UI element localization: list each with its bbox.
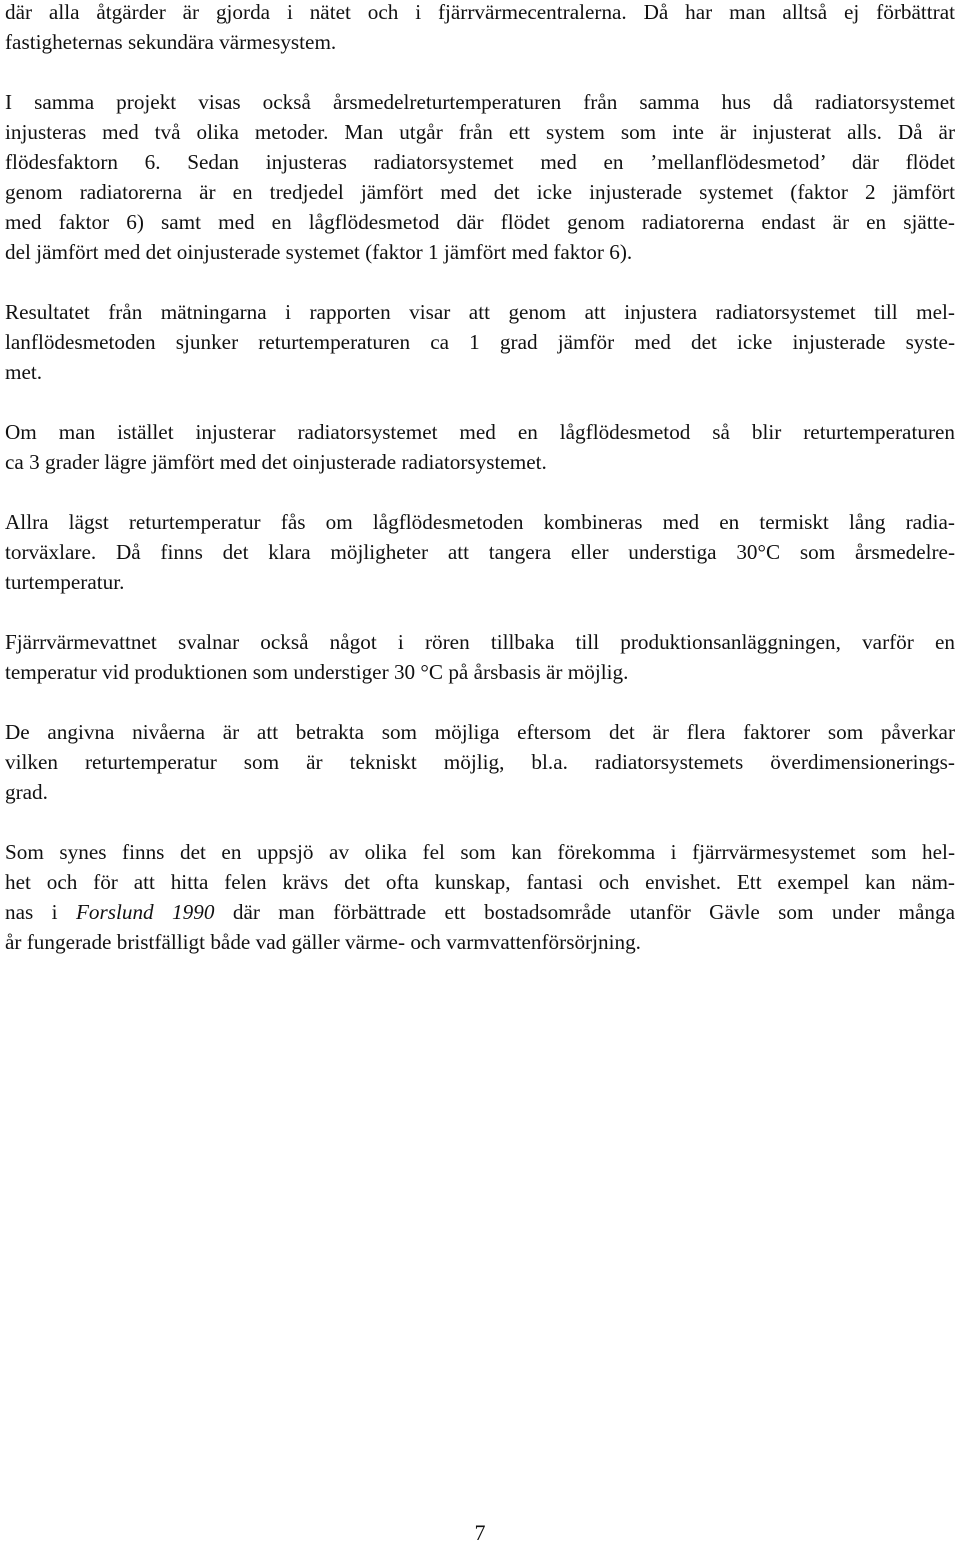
text-line: het och för att hitta felen krävs det ofta kunskap, fantasi och envishet. Ett exempel kan näm- bbox=[5, 870, 955, 894]
text-line: år fungerade bristfälligt både vad gäller värme- och varmvattenförsörjning. bbox=[5, 930, 641, 954]
text-line: del jämfört med det oinjusterade systemet (faktor 1 jämfört med faktor 6). bbox=[5, 240, 633, 264]
text-line: genom radiatorerna är en tredjedel jämfört med det icke injusterade systemet (faktor 2 jämfört bbox=[5, 180, 955, 204]
text-line: turtemperatur. bbox=[5, 570, 125, 594]
text-line: vilken returtemperatur som är tekniskt möjlig, bl.a. radiatorsystemets överdimensionerings- bbox=[5, 750, 955, 774]
paragraph-3 bbox=[5, 297, 955, 387]
text-line: I samma projekt visas också årsmedelreturtemperaturen från samma hus då radiatorsystemet bbox=[5, 90, 955, 114]
text-line: met. bbox=[5, 360, 43, 384]
text-line: med faktor 6) samt med en lågflödesmetod där flödet genom radiatorerna endast är en sjätte- bbox=[5, 210, 955, 234]
text-line: flödesfaktorn 6. Sedan injusteras radiatorsystemet med en ’mellanflödesmetod’ där flödet bbox=[5, 150, 955, 174]
text-line: Fjärrvärmevattnet svalnar också något i rören tillbaka till produktionsanläggningen, varför en bbox=[5, 630, 955, 654]
text-line: fastigheternas sekundära värmesystem. bbox=[5, 30, 337, 54]
text-line: Allra lägst returtemperatur fås om lågflödesmetoden kombineras med en termiskt lång radia- bbox=[5, 510, 955, 534]
text-line: grad. bbox=[5, 780, 48, 804]
paragraph-1 bbox=[5, 0, 955, 57]
text-line: injusteras med två olika metoder. Man utgår från ett system som inte är injusterat alls. Då är bbox=[5, 120, 955, 144]
paragraph-4 bbox=[5, 417, 955, 477]
text-line: temperatur vid produktionen som understiger 30 °C på årsbasis är möjlig. bbox=[5, 660, 629, 684]
text-line: torväxlare. Då finns det klara möjligheter att tangera eller understiga 30°C som årsmedelre- bbox=[5, 540, 955, 564]
text-line: där alla åtgärder är gjorda i nätet och i fjärrvärmecentralerna. Då har man alltså ej förbättrat bbox=[5, 0, 955, 24]
paragraph-6 bbox=[5, 627, 955, 687]
paragraph-2 bbox=[5, 87, 955, 267]
text-line: Som synes finns det en uppsjö av olika fel som kan förekomma i fjärrvärmesystemet som hel- bbox=[5, 840, 955, 864]
text-line: De angivna nivåerna är att betrakta som möjliga eftersom det är flera faktorer som påverkar bbox=[5, 720, 955, 744]
paragraph-7 bbox=[5, 717, 955, 807]
text-line: Om man istället injusterar radiatorsystemet med en lågflödesmetod så blir returtemperaturen bbox=[5, 420, 955, 444]
text-line-with-citation bbox=[5, 897, 955, 927]
citation-reference: Forslund 1990 bbox=[75, 900, 215, 924]
paragraph-8 bbox=[5, 837, 955, 957]
document-page bbox=[5, 0, 955, 987]
text-line: ca 3 grader lägre jämfört med det oinjusterade radiatorsystemet. bbox=[5, 450, 547, 474]
page-number: 7 bbox=[474, 1520, 486, 1545]
text-fragment: nas i bbox=[5, 900, 58, 924]
paragraph-5 bbox=[5, 507, 955, 597]
text-fragment: där man förbättrade ett bostadsområde utanför Gävle som under många bbox=[232, 900, 956, 924]
text-line: Resultatet från mätningarna i rapporten visar att genom att injustera radiatorsystemet till mel- bbox=[5, 300, 955, 324]
text-line: lanflödesmetoden sjunker returtemperaturen ca 1 grad jämför med det icke injusterade syste- bbox=[5, 330, 955, 354]
